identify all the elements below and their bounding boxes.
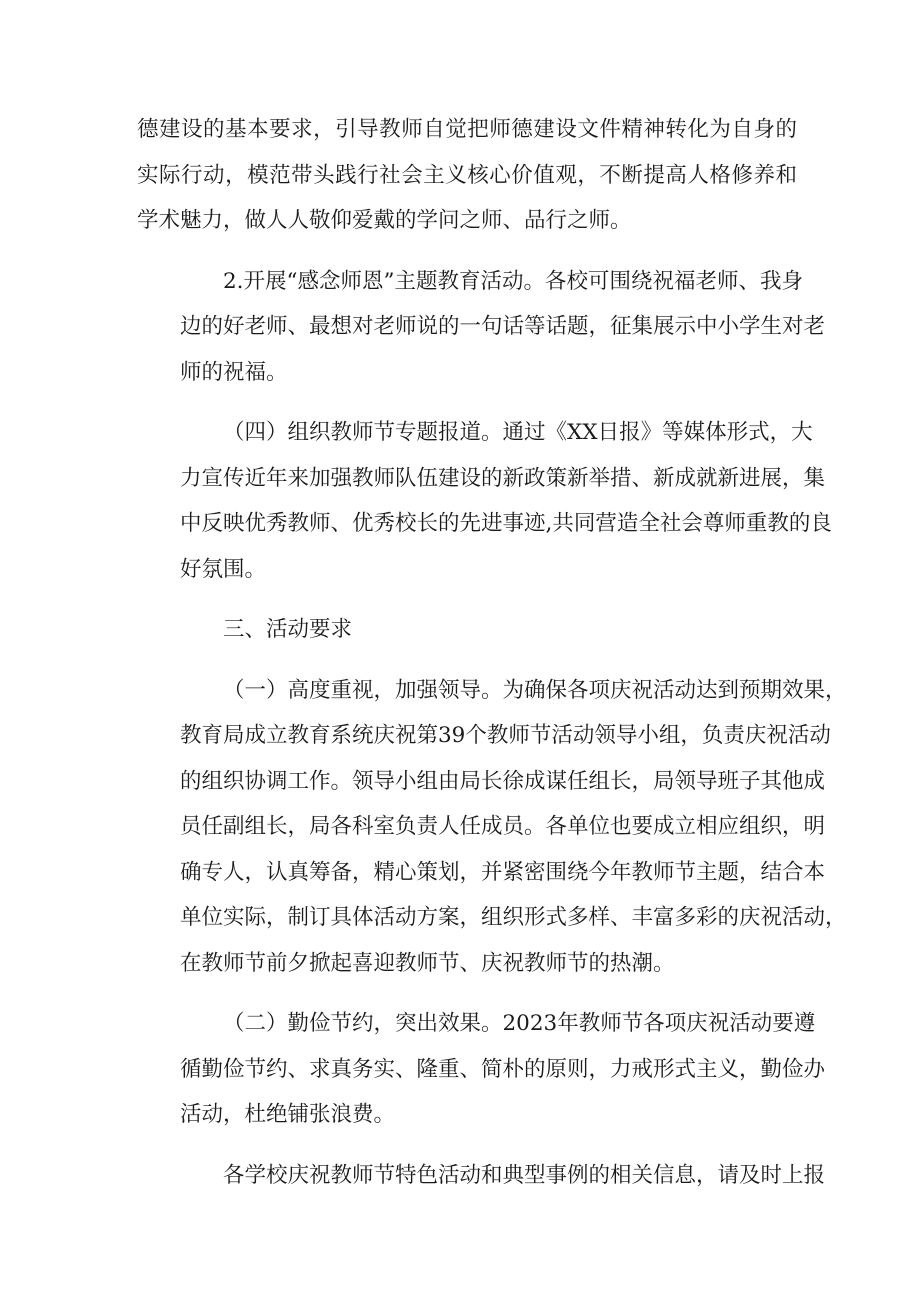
text-line: 员任副组长，局各科室负责人任成员。各单位也要成立相应组织，明 [180, 814, 826, 839]
text-line: 2.开展“感念师恩”主题教育活动。各校可围绕祝福老师、我身 [223, 268, 803, 294]
paragraph-teacher-ethics [137, 107, 797, 244]
text-line: 的组织协调工作。领导小组由局长徐成谋任组长，局领导班子其他成 [180, 768, 826, 794]
text-line: 中反映优秀教师、优秀校长的先进事迹,共同营造全社会尊师重教的良 [180, 511, 832, 536]
text-line: 各学校庆祝教师节特色活动和典型事例的相关信息，请及时上报 [223, 1162, 826, 1188]
text-line: 循勤俭节约、求真务实、隆重、简朴的原则，力戒形式主义，勤俭办 [180, 1056, 826, 1082]
text-line: 在教师节前夕掀起喜迎教师节、庆祝教师节的热潮。 [180, 950, 675, 976]
text-line: 边的好老师、最想对老师说的一句话等话题，征集展示中小学生对老 [180, 314, 826, 339]
text-line: 德建设的基本要求，引导教师自觉把师德建设文件精神转化为自身的 [137, 117, 797, 142]
text-line: （四）组织教师节专题报道。通过《XX日报》等媒体形式，大 [223, 420, 813, 445]
text-line: 学术魅力，做人人敬仰爱戴的学问之师、品行之师。 [137, 208, 632, 233]
text-line: 好氛围。 [180, 556, 267, 582]
section-heading-requirements [137, 607, 797, 653]
paragraph-special-report [137, 410, 832, 592]
text-line: 活动，杜绝铺张浪费。 [180, 1102, 396, 1127]
section-heading: 三、活动要求 [223, 617, 353, 642]
paragraph-leadership [137, 668, 847, 987]
text-line: （一）高度重视，加强领导。为确保各项庆祝活动达到预期效果， [223, 677, 847, 703]
text-line: （二）勤俭节约，突出效果。2023年教师节各项庆祝活动要遵 [223, 1011, 816, 1036]
document-body [137, 107, 847, 1198]
text-line: 力宣传近年来加强教师队伍建设的新政策新举措、新成就新进展，集 [180, 465, 826, 491]
text-line: 实际行动，模范带头践行社会主义核心价值观，不断提高人格修养和 [137, 162, 797, 188]
paragraph-reporting [137, 1153, 826, 1199]
text-line: 教育局成立教育系统庆祝第39个教师节活动领导小组，负责庆祝活动 [180, 723, 831, 748]
text-line: 单位实际，制订具体活动方案，组织形式多样、丰富多彩的庆祝活动， [180, 905, 847, 930]
paragraph-frugality [137, 1001, 826, 1138]
paragraph-gratitude-activity [137, 259, 826, 396]
text-line: 师的祝福。 [180, 359, 288, 385]
text-line: 确专人，认真筹备，精心策划，并紧密围绕今年教师节主题，结合本 [180, 859, 826, 885]
